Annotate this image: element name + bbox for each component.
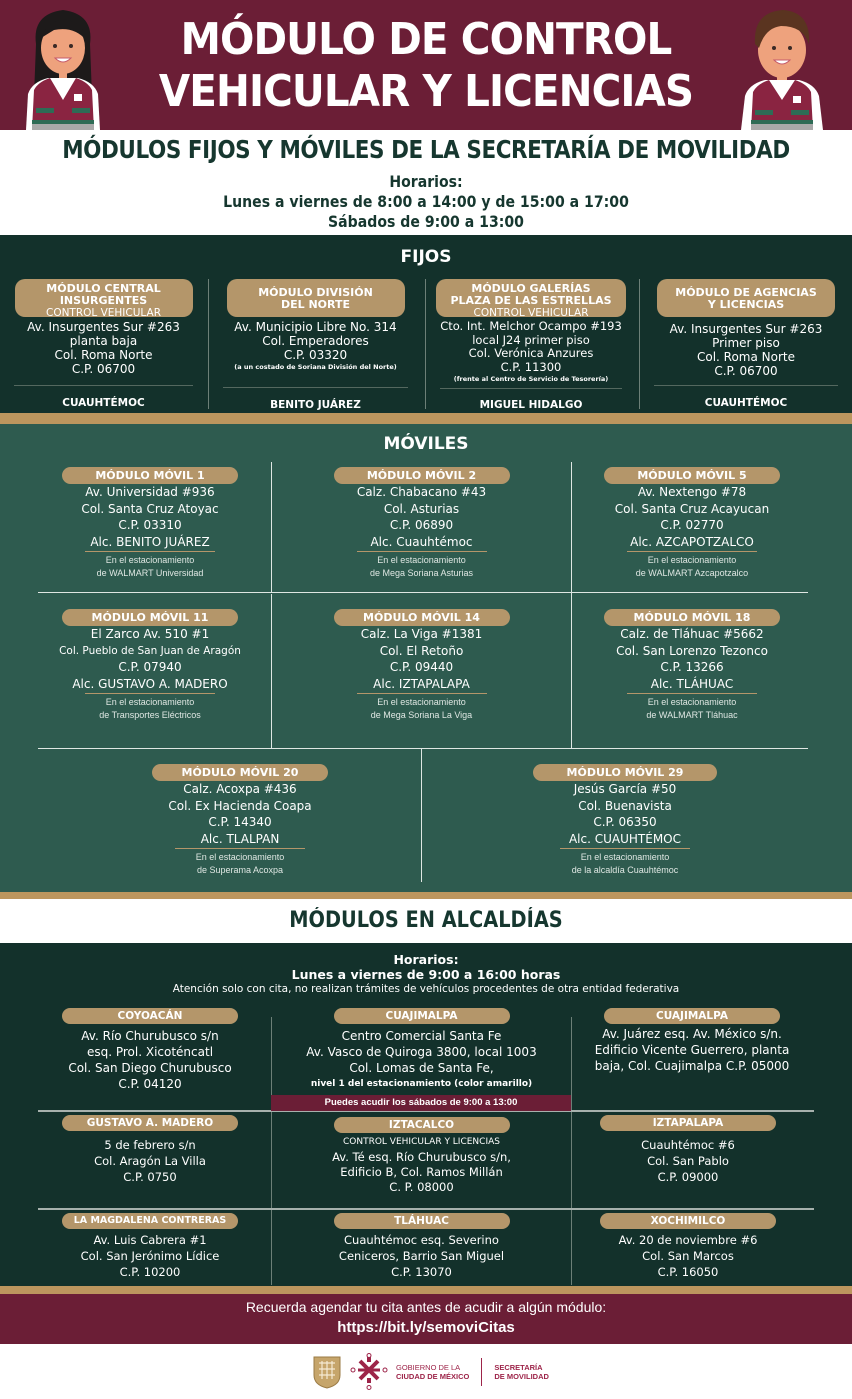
- address-line: C.P. 10200: [119, 1265, 181, 1279]
- alcaldia-module-card: [598, 1213, 778, 1280]
- appointment-reminder: Recuerda agendar tu cita antes de acudir a algún módulo:: [245, 1299, 607, 1315]
- module-name: MÓDULO DIVISIÓN: [258, 286, 373, 299]
- title-line-2: VEHICULAR Y LICENCIAS: [158, 66, 694, 117]
- address-line: Cuauhtémoc esq. Severino: [344, 1233, 499, 1247]
- postal-code: C.P. 14340: [208, 815, 272, 829]
- mobile-module-card: [272, 467, 571, 580]
- address-line: Primer piso: [712, 336, 780, 350]
- module-alcaldia: Alc. AZCAPOTZALCO: [630, 534, 754, 549]
- address-line: Col. San Pablo: [647, 1154, 729, 1168]
- divider: [560, 848, 690, 849]
- address-line: Col. Aragón La Villa: [94, 1154, 206, 1168]
- address-note: (frente al Centro de Servicio de Tesorería): [453, 375, 609, 383]
- alcaldia-name-pill: COYOACÁN: [62, 1008, 238, 1024]
- address-line: Cuauhtémoc #6: [641, 1138, 735, 1152]
- address-line: C.P. 06700: [714, 364, 778, 378]
- address-line: C.P. 03320: [283, 348, 348, 362]
- appointment-link[interactable]: https://bit.ly/semoviCitas: [337, 1319, 515, 1336]
- address-line: Calz. La Viga #1381: [360, 627, 483, 641]
- grid-line: [38, 748, 808, 749]
- location-note: En el estacionamiento: [377, 697, 466, 707]
- fixed-module-card: [640, 279, 852, 411]
- address-note: (a un costado de Soriana División del Norte): [234, 363, 397, 371]
- address-line: 5 de febrero s/n: [104, 1138, 196, 1152]
- module-name-pill: [15, 279, 193, 317]
- address-line: Edificio B, Col. Ramos Millán: [340, 1165, 503, 1179]
- module-address: [60, 1232, 240, 1280]
- location-note: de Mega Soriana Asturias: [369, 568, 474, 578]
- address-line: Col. Roma Norte: [54, 348, 153, 362]
- alcaldia-module-card: [60, 1213, 240, 1280]
- address-note: nivel 1 del estacionamiento (color amarillo): [310, 1079, 533, 1089]
- divider: [85, 693, 215, 694]
- divider: [627, 551, 757, 552]
- mobile-module-card: [272, 609, 571, 722]
- location-note: En el estacionamiento: [580, 852, 670, 862]
- module-address: [272, 1028, 571, 1092]
- hours-label: Horarios:: [393, 952, 459, 967]
- module-alcaldia: Alc. CUAUHTÉMOC: [568, 831, 682, 846]
- alcaldia-name-pill: TLÁHUAC: [334, 1213, 510, 1229]
- module-address: [598, 1137, 778, 1185]
- address-line: Av. Universidad #936: [85, 485, 215, 499]
- address-line: Col. San Marcos: [642, 1249, 734, 1263]
- module-name-pill: MÓDULO MÓVIL 5: [604, 467, 780, 484]
- module-name-pill: MÓDULO MÓVIL 1: [62, 467, 238, 484]
- module-name-pill: [227, 279, 405, 317]
- address-line: C.P. 0750: [123, 1170, 177, 1184]
- gov-cdmx-label: [396, 1363, 469, 1381]
- address-line: Av. Río Churubusco s/n: [81, 1029, 219, 1043]
- module-name: MÓDULO DE AGENCIAS: [675, 286, 817, 299]
- alcaldia-module-card: [272, 1213, 571, 1280]
- alcaldia-name-pill: GUSTAVO A. MADERO: [62, 1115, 238, 1131]
- location-note: de WALMART Universidad: [96, 568, 204, 578]
- address-line: Cto. Int. Melchor Ocampo #193: [440, 319, 622, 333]
- alcaldia-name-pill: IZTACALCO: [334, 1117, 510, 1133]
- grid-line: [421, 748, 422, 882]
- module-address: [426, 320, 636, 384]
- alcaldia-modules-section: [0, 943, 852, 1286]
- government-logos: [312, 1352, 549, 1392]
- alcaldia-module-card: [272, 1117, 571, 1195]
- location-note: En el estacionamiento: [377, 555, 466, 565]
- footer-banner: [0, 1294, 852, 1344]
- module-alcaldia: Alc. TLÁHUAC: [650, 676, 734, 691]
- gov-line: CIUDAD DE MÉXICO: [396, 1372, 470, 1381]
- address-line: esq. Prol. Xicoténcatl: [86, 1045, 214, 1059]
- postal-code: C.P. 09440: [389, 660, 454, 674]
- gov-line: GOBIERNO DE LA: [396, 1363, 461, 1372]
- address-line: Ceniceros, Barrio San Miguel: [338, 1249, 505, 1263]
- address-line: Edificio Vicente Guerrero, planta: [594, 1043, 790, 1057]
- address-line: Col. Roma Norte: [696, 350, 796, 364]
- divider: [85, 551, 215, 552]
- module-address: [272, 1135, 571, 1195]
- alcaldia-module-card: [272, 1008, 571, 1092]
- module-name-pill: [657, 279, 835, 317]
- module-caption: CONTROL VEHICULAR Y LICENCIAS: [343, 1137, 500, 1147]
- module-address: [598, 1232, 778, 1280]
- module-name-pill: MÓDULO MÓVIL 29: [533, 764, 717, 781]
- module-subtitle: CONTROL VEHICULAR: [473, 307, 589, 319]
- module-address: [60, 1028, 240, 1092]
- mobile-module-card: [475, 764, 775, 877]
- address-line: C.P. 04120: [118, 1077, 182, 1091]
- appointment-notice: Atención solo con cita, no realizan trámites de vehículos procedentes de otra entidad federativa: [172, 983, 680, 995]
- address-line: planta baja: [69, 334, 138, 348]
- alcaldia-name-pill: CUAJIMALPA: [604, 1008, 780, 1024]
- male-agent-illustration: [737, 4, 827, 130]
- postal-code: C.P. 06350: [593, 815, 657, 829]
- fixed-module-card: [209, 279, 422, 411]
- module-alcaldia: CUAUHTÉMOC: [704, 397, 788, 409]
- location-note: En el estacionamiento: [647, 555, 737, 565]
- location-note: de WALMART Azcapotzalco: [635, 568, 749, 578]
- section-title-alcaldias: MÓDULOS EN ALCALDÍAS: [289, 908, 563, 933]
- module-name-pill: MÓDULO MÓVIL 11: [62, 609, 238, 626]
- cdmx-emblem-icon: [350, 1353, 388, 1391]
- module-address: [209, 320, 422, 372]
- grid-line: [38, 1208, 814, 1210]
- divider: [223, 387, 408, 388]
- alcaldia-name-pill: XOCHIMILCO: [600, 1213, 776, 1229]
- address-line: Av. Té esq. Río Churubusco s/n,: [332, 1150, 511, 1164]
- mobile-module-card: [572, 467, 812, 580]
- address-line: C. P. 08000: [389, 1180, 454, 1194]
- address-line: C.P. 16050: [657, 1265, 719, 1279]
- divider: [357, 693, 487, 694]
- address-line: local J24 primer piso: [472, 332, 590, 347]
- module-address: [0, 320, 207, 376]
- hero-banner: [0, 0, 852, 130]
- postal-code: C.P. 13266: [660, 660, 724, 674]
- saturday-notice: Puedes acudir los sábados de 9:00 a 13:00: [271, 1095, 571, 1111]
- address-line: Col. Asturias: [383, 501, 460, 516]
- module-address: [572, 1026, 812, 1074]
- module-alcaldia: Alc. Cuauhtémoc: [370, 534, 473, 549]
- postal-code: C.P. 03310: [118, 518, 182, 532]
- alcaldia-name-pill: LA MAGDALENA CONTRERAS: [62, 1213, 238, 1229]
- subtitle: MÓDULOS FIJOS Y MÓVILES DE LA SECRETARÍA DE MOVILIDAD: [62, 135, 790, 164]
- address-line: Col. Verónica Anzures: [468, 346, 594, 360]
- alcaldia-module-card: [598, 1115, 778, 1185]
- module-name-pill: MÓDULO MÓVIL 20: [152, 764, 328, 781]
- sec-line: SECRETARÍA: [494, 1363, 543, 1372]
- address-line: Col. San Jerónimo Lídice: [80, 1249, 220, 1263]
- section-title-moviles: MÓVILES: [383, 434, 469, 454]
- fixed-modules-section: [0, 235, 852, 413]
- hours-saturday: Sábados de 9:00 a 13:00: [328, 212, 524, 231]
- module-subtitle: CONTROL VEHICULAR: [45, 307, 161, 319]
- location-note: de Superama Acoxpa: [196, 865, 284, 875]
- module-name-pill: MÓDULO MÓVIL 2: [334, 467, 510, 484]
- gold-separator: [0, 892, 852, 899]
- address-line: Av. Juárez esq. Av. México s/n.: [602, 1027, 782, 1041]
- divider: [654, 385, 838, 386]
- module-alcaldia: Alc. TLALPAN: [200, 831, 280, 846]
- alcaldia-module-card: [60, 1115, 240, 1185]
- divider: [627, 693, 757, 694]
- address-line: Col. Pueblo de San Juan de Aragón: [59, 644, 241, 657]
- mobile-module-card: [572, 609, 812, 722]
- mobile-module-card: [0, 609, 300, 722]
- location-note: de la alcaldía Cuauhtémoc: [571, 865, 679, 875]
- hours-label: Horarios:: [389, 172, 463, 191]
- address-line: C.P. 09000: [657, 1170, 719, 1184]
- hours-weekdays: Lunes a viernes de 9:00 a 16:00 horas: [291, 967, 561, 982]
- mobile-modules-section: [0, 424, 852, 892]
- address-line: C.P. 06700: [71, 362, 136, 376]
- module-alcaldia: CUAUHTÉMOC: [62, 397, 145, 409]
- module-name: MÓDULO CENTRAL: [46, 282, 161, 295]
- section-title-fijos: FIJOS: [400, 247, 452, 267]
- address-line: Av. Nextengo #78: [637, 485, 747, 499]
- alcaldia-module-card: [60, 1008, 240, 1092]
- mobile-module-card: [90, 764, 390, 877]
- module-address: [640, 322, 852, 378]
- module-name-pill: MÓDULO MÓVIL 18: [604, 609, 780, 626]
- divider: [175, 848, 305, 849]
- module-address: [272, 1232, 571, 1280]
- address-line: Col. Santa Cruz Acayucan: [614, 501, 770, 516]
- address-line: Col. Emperadores: [262, 334, 369, 348]
- location-note: de Mega Soriana La Viga: [370, 710, 473, 720]
- divider: [440, 388, 622, 389]
- address-line: Calz. Acoxpa #436: [183, 782, 297, 796]
- main-title: [34, 14, 818, 118]
- divider: [357, 551, 487, 552]
- address-line: Calz. de Tláhuac #5662: [620, 627, 764, 641]
- address-line: Av. Insurgentes Sur #263: [669, 322, 823, 336]
- address-line: Av. Insurgentes Sur #263: [27, 320, 180, 334]
- address-line: Col. Santa Cruz Atoyac: [81, 501, 219, 516]
- address-line: Calz. Chabacano #43: [356, 485, 487, 499]
- alcaldia-name-pill: CUAJIMALPA: [334, 1008, 510, 1024]
- location-note: En el estacionamiento: [195, 852, 285, 862]
- module-alcaldia: Alc. IZTAPALAPA: [373, 676, 470, 691]
- address-line: Av. Luis Cabrera #1: [93, 1233, 207, 1247]
- module-name-pill: MÓDULO MÓVIL 14: [334, 609, 510, 626]
- title-line-1: MÓDULO DE CONTROL: [180, 14, 672, 65]
- cdmx-shield-icon: [312, 1355, 342, 1389]
- location-note: En el estacionamiento: [105, 555, 195, 565]
- alcaldia-hours: [0, 952, 852, 997]
- address-line: Av. 20 de noviembre #6: [618, 1233, 758, 1247]
- mobile-module-card: [0, 467, 300, 580]
- gold-separator: [0, 1286, 852, 1294]
- module-name: DEL NORTE: [280, 298, 351, 311]
- module-name: Y LICENCIAS: [707, 298, 785, 311]
- fixed-module-card: [426, 279, 636, 411]
- address-line: baja, Col. Cuajimalpa C.P. 05000: [594, 1059, 790, 1073]
- address-line: C.P. 11300: [500, 359, 562, 374]
- divider: [14, 385, 193, 386]
- postal-code: C.P. 02770: [660, 518, 724, 532]
- fixed-module-card: [0, 279, 207, 411]
- address-line: Av. Municipio Libre No. 314: [234, 320, 397, 334]
- module-name: INSURGENTES: [59, 294, 148, 307]
- semovi-label: [494, 1363, 549, 1381]
- gold-separator: [0, 413, 852, 424]
- module-name: MÓDULO GALERÍAS: [471, 282, 591, 295]
- module-alcaldia: Alc. GUSTAVO A. MADERO: [72, 676, 228, 691]
- address-line: Col. Ex Hacienda Coapa: [168, 798, 312, 813]
- module-name: PLAZA DE LAS ESTRELLAS: [450, 294, 612, 307]
- address-line: Col. San Lorenzo Tezonco: [616, 643, 768, 658]
- address-line: Col. Lomas de Santa Fe,: [349, 1061, 494, 1075]
- address-line: Col. Buenavista: [578, 798, 672, 813]
- module-alcaldia: MIGUEL HIDALGO: [479, 399, 583, 411]
- module-name-pill: [436, 279, 626, 317]
- logo-divider: [481, 1358, 482, 1386]
- location-note: de WALMART Tláhuac: [646, 710, 738, 720]
- address-line: Av. Vasco de Quiroga 3800, local 1003: [306, 1045, 537, 1059]
- location-note: En el estacionamiento: [647, 697, 737, 707]
- module-alcaldia: BENITO JUÁREZ: [270, 399, 361, 411]
- module-address: [60, 1137, 240, 1185]
- postal-code: C.P. 06890: [389, 518, 454, 532]
- sec-line: DE MOVILIDAD: [494, 1372, 549, 1381]
- location-note: En el estacionamiento: [105, 697, 195, 707]
- alcaldia-name-pill: IZTAPALAPA: [600, 1115, 776, 1131]
- postal-code: C.P. 07940: [118, 660, 182, 674]
- alcaldia-module-card: [572, 1008, 812, 1074]
- address-line: Col. San Diego Churubusco: [68, 1061, 232, 1075]
- address-line: C.P. 13070: [391, 1265, 452, 1279]
- address-line: Centro Comercial Santa Fe: [341, 1029, 502, 1043]
- hours-block: [51, 172, 801, 232]
- address-line: Col. El Retoño: [379, 643, 464, 658]
- location-note: de Transportes Eléctricos: [99, 710, 201, 720]
- hours-weekdays: Lunes a viernes de 8:00 a 14:00 y de 15:00 a 17:00: [223, 192, 629, 211]
- address-line: El Zarco Av. 510 #1: [90, 627, 210, 641]
- address-line: Jesús García #50: [573, 782, 677, 796]
- module-alcaldia: Alc. BENITO JUÁREZ: [90, 534, 210, 549]
- grid-line: [38, 592, 808, 593]
